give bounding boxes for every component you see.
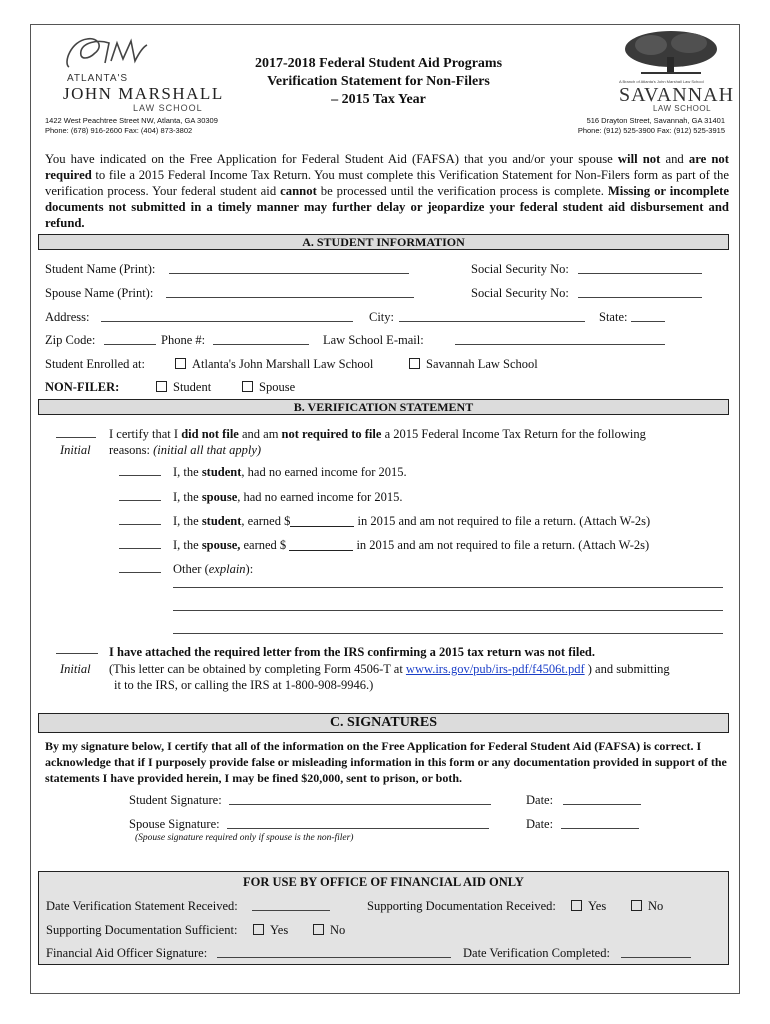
state-label: State: [599,310,628,324]
intro-will-not: will not [617,152,661,166]
intro-text-4: be processed until the verification process is complete. [316,184,608,198]
spouse-name-label: Spouse Name (Print): [45,286,154,300]
section-c-header: C. SIGNATURES [38,713,729,733]
option-savannah[interactable] [409,357,538,372]
intro-warning: Missing or incomplete documents not submitted in a timely manner may further delay or jeopardize your federal student aid disbursement and refund. [45,184,729,230]
ajm-checkbox[interactable] [175,358,186,369]
r1-text-2: , had no earned income for 2015. [241,465,407,479]
date-received-label: Date Verification Statement Received: [46,899,238,913]
left-address: 1422 West Peachtree Street NW, Atlanta, GA 30309 [45,116,218,125]
certification-statement: By my signature below, I certify that all of the information on the Free Application for Federal Student Aid (FAFSA) is correct. I acknowledge that if I purposely provide false or misleading information in this form or any documentation provided in support of the statements I have provided herein, I may be fined $20,000, sent to prison, or both. [45,739,727,785]
reason-2 [173,490,402,505]
savannah-checkbox[interactable] [409,358,420,369]
other-explain: explain [208,562,246,576]
docs-sufficient-yes-checkbox[interactable] [253,924,264,935]
student-signature-field[interactable] [229,792,491,805]
spouse-earned-field[interactable] [289,538,353,551]
docs-received-label: Supporting Documentation Received: [367,899,556,913]
logo-line1: ATLANTA'S [67,73,129,84]
reason-other [173,562,253,577]
irs-note-text-2: ) and submitting [584,662,670,676]
irs-form-link[interactable]: www.irs.gov/pub/irs-pdf/f4506t.pdf [405,662,585,676]
r4-text-3: in 2015 and am not required to file a return. (Attach W-2s) [353,538,650,552]
r4-text-1: I, the [173,538,202,552]
cert-text-2: and am [238,427,282,441]
option-student[interactable] [156,380,211,395]
intro-paragraph [45,151,729,231]
spouse-signature-label: Spouse Signature: [129,817,220,831]
reason2-initial[interactable] [119,490,161,501]
oak-tree-icon [621,29,721,79]
r2-spouse: spouse [201,490,238,504]
docs-sufficient-no[interactable] [313,923,345,938]
form-page [30,24,740,994]
savannah-line1: SAVANNAH [619,84,735,106]
city-field[interactable] [399,309,585,322]
yes-label-2: Yes [270,923,289,937]
section-b-header: B. VERIFICATION STATEMENT [38,399,729,415]
cert-not-required: not required to file [281,427,382,441]
ssn-label-2: Social Security No: [471,286,569,300]
savannah-tagline: A Branch of Atlanta's John Marshall Law School [619,79,704,84]
option-spouse[interactable] [242,380,295,395]
date-label-1: Date: [526,793,554,807]
city-label: City: [369,310,395,324]
reason-1 [173,465,407,480]
ajm-label: Atlanta's John Marshall Law School [192,357,374,371]
spouse-date-field[interactable] [561,816,639,829]
nonfiler-spouse-checkbox[interactable] [242,381,253,392]
spouse-signature-field[interactable] [227,816,489,829]
certify-statement [109,427,729,442]
zip-label: Zip Code: [45,333,96,347]
spouse-name-field[interactable] [166,285,414,298]
office-use-box [38,871,729,965]
student-date-field[interactable] [563,792,641,805]
docs-received-no-checkbox[interactable] [631,900,642,911]
left-phone: Phone: (678) 916-2600 Fax: (404) 873-3802 [45,126,193,135]
address-field[interactable] [101,309,353,322]
student-name-label: Student Name (Print): [45,262,156,276]
reasons-note: (initial all that apply) [153,443,262,457]
right-address: 516 Drayton Street, Savannah, GA 31401 [586,116,725,125]
yes-label-1: Yes [588,899,607,913]
form-title [216,55,541,109]
phone-label: Phone #: [161,333,206,347]
title-line3: – 2015 Tax Year [331,92,426,107]
r4-text-2: earned $ [240,538,290,552]
title-line1: 2017-2018 Federal Student Aid Programs [254,56,503,71]
date-label-2: Date: [526,817,554,831]
date-received-field[interactable] [252,898,330,911]
email-label: Law School E-mail: [323,333,424,347]
irs-letter-statement: I have attached the required letter from the IRS confirming a 2015 tax return was not filed. [109,645,595,659]
jm-monogram-icon [59,33,149,75]
reason-4 [173,538,649,553]
r2-text-1: I, the [173,490,202,504]
officer-signature-field[interactable] [217,945,451,958]
other-text-1: Other ( [173,562,209,576]
other-explain-line-2[interactable] [173,600,723,611]
docs-sufficient-no-checkbox[interactable] [313,924,324,935]
docs-received-yes[interactable] [571,899,606,914]
logo-line3: LAW SCHOOL [133,103,203,113]
reason-3 [173,514,650,529]
address-label: Address: [45,310,90,324]
ssn-label-1: Social Security No: [471,262,569,276]
nonfiler-label: NON-FILER: [45,380,120,394]
student-name-field[interactable] [169,261,409,274]
savannah-label: Savannah Law School [426,357,538,371]
r4-spouse: spouse, [201,538,241,552]
reason1-initial[interactable] [119,465,161,476]
intro-text-2: and [660,152,689,166]
intro-text-1: You have indicated on the Free Application for Federal Student Aid (FAFSA) that you and/or your spouse [45,152,618,166]
docs-sufficient-label: Supporting Documentation Sufficient: [46,923,238,937]
initial-field-1[interactable] [56,427,96,438]
cert-did-not-file: did not file [181,427,239,441]
officer-signature-label: Financial Aid Officer Signature: [46,946,208,960]
r3-text-1: I, the [173,514,202,528]
savannah-logo [601,29,735,115]
right-phone: Phone: (912) 525-3900 Fax: (912) 525-3915 [577,126,725,135]
cert-text-1: I certify that I [109,427,182,441]
initial-label-1: Initial [60,443,91,457]
phone-field[interactable] [213,332,309,345]
student-ssn-field[interactable] [578,261,702,274]
student-label: Student [173,380,212,394]
r2-text-2: , had no earned income for 2015. [237,490,403,504]
reason4-initial[interactable] [119,538,161,549]
reason5-initial[interactable] [119,562,161,573]
intro-not-required: are not required [45,152,729,182]
cert-text-3: a 2015 Federal Income Tax Return for the following [381,427,646,441]
option-ajm[interactable] [175,357,373,372]
intro-cannot: cannot [280,184,317,198]
no-label-2: No [330,923,346,937]
nonfiler-student-checkbox[interactable] [156,381,167,392]
logo-line2: JOHN MARSHALL [63,84,224,103]
email-field[interactable] [455,332,665,345]
zip-field[interactable] [104,332,156,345]
enrolled-label: Student Enrolled at: [45,357,145,371]
other-text-2: ): [245,562,254,576]
reasons-line [109,443,261,458]
spouse-signature-note: (Spouse signature required only if spouse is the non-filer) [135,833,354,843]
intro-text-3: to file a 2015 Federal Income Tax Return. You must complete this Verification Statement for Non-Filers form as part of the verification process. Your federal student aid [45,168,729,198]
r3-student: student [201,514,242,528]
other-explain-line-1[interactable] [173,577,723,588]
spouse-ssn-field[interactable] [578,285,702,298]
initial-label-2: Initial [60,662,91,676]
r3-text-2: , earned $ [241,514,291,528]
initial-field-2[interactable] [56,643,98,654]
irs-note-text-1: (This letter can be obtained by completing Form 4506-T at [109,662,406,676]
r3-text-3: in 2015 and am not required to file a return. (Attach W-2s) [354,514,651,528]
state-field[interactable] [631,309,665,322]
no-label-1: No [648,899,664,913]
reasons-label: reasons: [109,443,154,457]
student-signature-label: Student Signature: [129,793,222,807]
docs-received-no[interactable] [631,899,663,914]
title-line2: Verification Statement for Non-Filers [267,74,490,89]
irs-note-line-2: it to the IRS, or calling the IRS at 1-800-908-9946.) [114,678,374,692]
reason3-initial[interactable] [119,514,161,525]
other-explain-line-3[interactable] [173,623,723,634]
docs-sufficient-yes[interactable] [253,923,288,938]
r1-student: student [201,465,242,479]
spouse-label: Spouse [259,380,296,394]
docs-received-yes-checkbox[interactable] [571,900,582,911]
r1-text-1: I, the [173,465,202,479]
john-marshall-logo [41,31,241,121]
date-completed-label: Date Verification Completed: [463,946,610,960]
office-use-title: FOR USE BY OFFICE OF FINANCIAL AID ONLY [243,875,524,889]
irs-letter-note [109,662,729,677]
section-a-header: A. STUDENT INFORMATION [38,234,729,250]
savannah-line2: LAW SCHOOL [653,104,712,113]
date-completed-field[interactable] [621,945,691,958]
student-earned-field[interactable] [290,514,354,527]
